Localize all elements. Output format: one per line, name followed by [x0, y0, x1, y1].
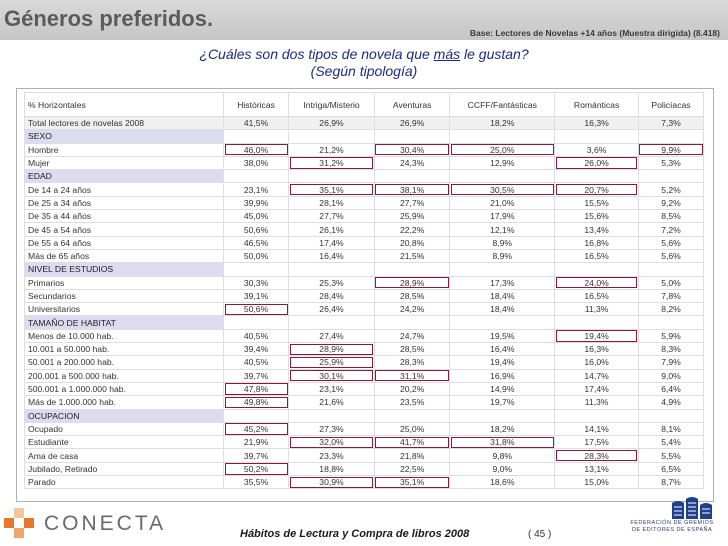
table-cell: 16,4% — [450, 343, 555, 356]
table-cell: 9,9% — [638, 143, 703, 156]
row-label: De 14 a 24 años — [25, 183, 224, 196]
table-cell: 5,4% — [638, 436, 703, 449]
table-cell: 26,1% — [289, 223, 375, 236]
table-cell: 20,2% — [374, 382, 449, 395]
table-cell: 31,2% — [289, 156, 375, 169]
table-row — [25, 183, 704, 196]
table-cell: 21,8% — [374, 449, 449, 462]
footer-study-title: Hábitos de Lectura y Compra de libros 2008 — [240, 528, 470, 540]
table-cell: 26,4% — [289, 303, 375, 316]
total-row — [25, 117, 704, 130]
row-label: Secundarios — [25, 289, 224, 302]
table-cell: 40,5% — [224, 329, 289, 342]
table-cell: 3,6% — [555, 143, 639, 156]
section-empty-cell — [224, 130, 289, 143]
table-cell: 17,9% — [450, 210, 555, 223]
table-cell: 22,5% — [374, 462, 449, 475]
table-row — [25, 449, 704, 462]
table-cell: 23,5% — [374, 396, 449, 409]
section-empty-cell — [450, 130, 555, 143]
table-cell: 16,9% — [450, 369, 555, 382]
table-cell: 39,9% — [224, 196, 289, 209]
table-cell: 50,0% — [224, 249, 289, 262]
section-label: TAMAÑO DE HABITAT — [25, 316, 224, 329]
table-cell: 7,9% — [638, 356, 703, 369]
table-cell: 35,1% — [374, 476, 449, 489]
table-cell: 5,5% — [638, 449, 703, 462]
table-cell: 28,9% — [374, 276, 449, 289]
survey-question — [0, 46, 728, 80]
section-label: OCUPACION — [25, 409, 224, 422]
table-cell: 21,0% — [450, 196, 555, 209]
column-header: Intriga/Misterio — [289, 93, 375, 117]
row-label: 10.001 a 50.000 hab. — [25, 343, 224, 356]
section-header-row — [25, 130, 704, 143]
section-empty-cell — [374, 316, 449, 329]
table-cell: 19,4% — [450, 356, 555, 369]
table-cell: 15,5% — [555, 196, 639, 209]
federation-logo-icon — [664, 495, 714, 523]
section-header-row — [25, 263, 704, 276]
row-label: De 45 a 54 años — [25, 223, 224, 236]
table-row — [25, 382, 704, 395]
table-cell: 20,7% — [555, 183, 639, 196]
table-cell: 23,3% — [289, 449, 375, 462]
table-cell: 5,9% — [638, 329, 703, 342]
table-cell: 23,1% — [224, 183, 289, 196]
table-cell: 24,0% — [555, 276, 639, 289]
table-cell: 8,2% — [638, 303, 703, 316]
table-row — [25, 236, 704, 249]
table-cell: 35,1% — [289, 183, 375, 196]
column-header-label: % Horizontales — [25, 93, 224, 117]
section-empty-cell — [289, 409, 375, 422]
section-label: SEXO — [25, 130, 224, 143]
page-title: Géneros preferidos. — [4, 6, 214, 31]
table-row — [25, 156, 704, 169]
table-cell: 46,0% — [224, 143, 289, 156]
table-cell: 27,3% — [289, 422, 375, 435]
section-header-row — [25, 316, 704, 329]
column-header: Románticas — [555, 93, 639, 117]
base-note: Base: Lectores de Novelas +14 años (Muestra dirigida) (8.418) — [469, 28, 720, 38]
table-cell: 18,4% — [450, 289, 555, 302]
table-cell: 16,8% — [555, 236, 639, 249]
table-cell: 7,2% — [638, 223, 703, 236]
table-cell: 5,6% — [638, 249, 703, 262]
table-cell: 5,3% — [638, 156, 703, 169]
data-table — [24, 92, 704, 489]
table-cell: 16,5% — [555, 249, 639, 262]
table-cell: 27,7% — [374, 196, 449, 209]
section-empty-cell — [289, 316, 375, 329]
section-empty-cell — [224, 170, 289, 183]
table-cell: 21,2% — [289, 143, 375, 156]
table-cell: 28,1% — [289, 196, 375, 209]
table-cell: 28,9% — [289, 343, 375, 356]
table-cell: 8,9% — [450, 249, 555, 262]
table-cell: 22,2% — [374, 223, 449, 236]
table-cell: 21,6% — [289, 396, 375, 409]
question-text-2: le gustan? — [460, 46, 529, 62]
table-cell: 38,1% — [374, 183, 449, 196]
table-cell: 25,0% — [374, 422, 449, 435]
table-cell: 15,0% — [555, 476, 639, 489]
row-label: De 55 a 64 años — [25, 236, 224, 249]
section-empty-cell — [289, 130, 375, 143]
table-cell: 45,0% — [224, 210, 289, 223]
table-cell: 8,5% — [638, 210, 703, 223]
table-cell: 16,3% — [555, 117, 639, 130]
table-cell: 8,3% — [638, 343, 703, 356]
section-header-row — [25, 409, 704, 422]
table-cell: 28,3% — [374, 356, 449, 369]
table-cell: 13,1% — [555, 462, 639, 475]
table-cell: 39,7% — [224, 449, 289, 462]
section-empty-cell — [450, 263, 555, 276]
table-cell: 35,5% — [224, 476, 289, 489]
row-label: De 35 a 44 años — [25, 210, 224, 223]
table-cell: 19,7% — [450, 396, 555, 409]
section-empty-cell — [638, 263, 703, 276]
table-cell: 19,5% — [450, 329, 555, 342]
column-header: Históricas — [224, 93, 289, 117]
row-label: 50.001 a 200.000 hab. — [25, 356, 224, 369]
table-cell: 31,8% — [450, 436, 555, 449]
table-cell: 16,3% — [555, 343, 639, 356]
row-label: 500.001 a 1.000.000 hab. — [25, 382, 224, 395]
table-cell: 30,1% — [289, 369, 375, 382]
table-cell: 39,4% — [224, 343, 289, 356]
table-cell: 50,6% — [224, 223, 289, 236]
section-label: EDAD — [25, 170, 224, 183]
section-empty-cell — [638, 316, 703, 329]
table-cell: 7,8% — [638, 289, 703, 302]
table-row — [25, 249, 704, 262]
table-row — [25, 343, 704, 356]
table-cell: 20,8% — [374, 236, 449, 249]
section-empty-cell — [555, 263, 639, 276]
table-row — [25, 143, 704, 156]
table-cell: 6,4% — [638, 382, 703, 395]
table-cell: 6,5% — [638, 462, 703, 475]
section-empty-cell — [555, 170, 639, 183]
table-cell: 9,0% — [450, 462, 555, 475]
table-row — [25, 369, 704, 382]
section-empty-cell — [555, 409, 639, 422]
table-cell: 24,3% — [374, 156, 449, 169]
row-label: Mujer — [25, 156, 224, 169]
table-cell: 8,7% — [638, 476, 703, 489]
table-cell: 9,2% — [638, 196, 703, 209]
section-empty-cell — [450, 409, 555, 422]
table-row — [25, 196, 704, 209]
table-row — [25, 289, 704, 302]
table-cell: 40,5% — [224, 356, 289, 369]
table-cell: 26,9% — [289, 117, 375, 130]
table-cell: 15,6% — [555, 210, 639, 223]
table-cell: 30,5% — [450, 183, 555, 196]
table-cell: 31,1% — [374, 369, 449, 382]
table-cell: 8,9% — [450, 236, 555, 249]
table-cell: 18,8% — [289, 462, 375, 475]
table-cell: 24,7% — [374, 329, 449, 342]
table-cell: 26,0% — [555, 156, 639, 169]
table-cell: 45,2% — [224, 422, 289, 435]
section-empty-cell — [374, 409, 449, 422]
section-empty-cell — [638, 409, 703, 422]
table-cell: 25,9% — [374, 210, 449, 223]
table-row — [25, 329, 704, 342]
table-cell: 30,3% — [224, 276, 289, 289]
row-label: Jubilado, Retirado — [25, 462, 224, 475]
column-header: Policíacas — [638, 93, 703, 117]
column-header: CCFF/Fantásticas — [450, 93, 555, 117]
section-empty-cell — [289, 263, 375, 276]
table-cell: 50,6% — [224, 303, 289, 316]
title-bar — [0, 0, 728, 40]
table-cell: 28,3% — [555, 449, 639, 462]
row-label: De 25 a 34 años — [25, 196, 224, 209]
row-label: Parado — [25, 476, 224, 489]
table-cell: 16,4% — [289, 249, 375, 262]
section-empty-cell — [638, 170, 703, 183]
table-cell: 18,2% — [450, 422, 555, 435]
row-label: Ama de casa — [25, 449, 224, 462]
section-empty-cell — [289, 170, 375, 183]
row-label: Total lectores de novelas 2008 — [25, 117, 224, 130]
conecta-brand: CONECTA — [44, 512, 167, 535]
table-cell: 7,3% — [638, 117, 703, 130]
section-empty-cell — [224, 409, 289, 422]
table-cell: 17,4% — [289, 236, 375, 249]
table-row — [25, 422, 704, 435]
section-empty-cell — [450, 316, 555, 329]
table-cell: 9,0% — [638, 369, 703, 382]
table-header-row — [25, 93, 704, 117]
table-cell: 24,2% — [374, 303, 449, 316]
table-cell: 27,7% — [289, 210, 375, 223]
table-cell: 17,3% — [450, 276, 555, 289]
table-cell: 23,1% — [289, 382, 375, 395]
table-cell: 13,4% — [555, 223, 639, 236]
row-label: Universitarios — [25, 303, 224, 316]
row-label: Primarios — [25, 276, 224, 289]
table-cell: 9,8% — [450, 449, 555, 462]
table-row — [25, 356, 704, 369]
table-cell: 21,5% — [374, 249, 449, 262]
question-text-emphasis: más — [433, 46, 461, 62]
section-label: NIVEL DE ESTUDIOS — [25, 263, 224, 276]
row-label: Más de 65 años — [25, 249, 224, 262]
section-empty-cell — [224, 316, 289, 329]
row-label: Más de 1.000.000 hab. — [25, 396, 224, 409]
table-cell: 25,0% — [450, 143, 555, 156]
table-cell: 14,9% — [450, 382, 555, 395]
table-row — [25, 223, 704, 236]
question-subtitle: (Según tipología) — [310, 63, 418, 79]
table-cell: 14,7% — [555, 369, 639, 382]
page-number: ( 45 ) — [528, 529, 552, 540]
table-cell: 5,0% — [638, 276, 703, 289]
table-cell: 47,8% — [224, 382, 289, 395]
table-cell: 50,2% — [224, 462, 289, 475]
table-cell: 30,4% — [374, 143, 449, 156]
table-cell: 25,3% — [289, 276, 375, 289]
table-cell: 5,6% — [638, 236, 703, 249]
table-cell: 41,7% — [374, 436, 449, 449]
data-table-container — [16, 88, 714, 502]
table-row — [25, 436, 704, 449]
section-header-row — [25, 170, 704, 183]
table-cell: 21,9% — [224, 436, 289, 449]
table-cell: 12,1% — [450, 223, 555, 236]
section-empty-cell — [374, 170, 449, 183]
row-label: 200.001 a 500.000 hab. — [25, 369, 224, 382]
section-empty-cell — [374, 263, 449, 276]
section-empty-cell — [224, 263, 289, 276]
table-row — [25, 210, 704, 223]
table-cell: 5,2% — [638, 183, 703, 196]
table-cell: 32,0% — [289, 436, 375, 449]
section-empty-cell — [374, 130, 449, 143]
table-cell: 30,9% — [289, 476, 375, 489]
section-empty-cell — [555, 130, 639, 143]
table-cell: 27,4% — [289, 329, 375, 342]
row-label: Menos de 10.000 hab. — [25, 329, 224, 342]
section-empty-cell — [638, 130, 703, 143]
table-row — [25, 462, 704, 475]
table-cell: 39,7% — [224, 369, 289, 382]
question-text-1: ¿Cuáles son dos tipos de novela que — [199, 46, 434, 62]
row-label: Estudiante — [25, 436, 224, 449]
table-cell: 8,1% — [638, 422, 703, 435]
table-row — [25, 303, 704, 316]
table-cell: 49,8% — [224, 396, 289, 409]
table-row — [25, 476, 704, 489]
federation-name: FEDERACIÓN DE GREMIOS DE EDITORES DE ESPAÑA — [630, 520, 714, 533]
table-cell: 28,4% — [289, 289, 375, 302]
column-header: Aventuras — [374, 93, 449, 117]
table-cell: 18,6% — [450, 476, 555, 489]
table-cell: 4,9% — [638, 396, 703, 409]
table-cell: 14,1% — [555, 422, 639, 435]
table-cell: 19,4% — [555, 329, 639, 342]
table-cell: 38,0% — [224, 156, 289, 169]
table-cell: 16,5% — [555, 289, 639, 302]
table-cell: 25,9% — [289, 356, 375, 369]
table-cell: 41,5% — [224, 117, 289, 130]
table-cell: 11,3% — [555, 396, 639, 409]
table-row — [25, 276, 704, 289]
table-cell: 17,4% — [555, 382, 639, 395]
section-empty-cell — [450, 170, 555, 183]
section-empty-cell — [555, 316, 639, 329]
table-cell: 26,9% — [374, 117, 449, 130]
row-label: Hombre — [25, 143, 224, 156]
table-cell: 18,2% — [450, 117, 555, 130]
table-cell: 46,5% — [224, 236, 289, 249]
table-cell: 11,3% — [555, 303, 639, 316]
table-row — [25, 396, 704, 409]
table-cell: 17,5% — [555, 436, 639, 449]
row-label: Ocupado — [25, 422, 224, 435]
table-cell: 18,4% — [450, 303, 555, 316]
table-cell: 16,0% — [555, 356, 639, 369]
table-cell: 39,1% — [224, 289, 289, 302]
table-cell: 28,5% — [374, 289, 449, 302]
table-cell: 28,5% — [374, 343, 449, 356]
table-cell: 12,9% — [450, 156, 555, 169]
